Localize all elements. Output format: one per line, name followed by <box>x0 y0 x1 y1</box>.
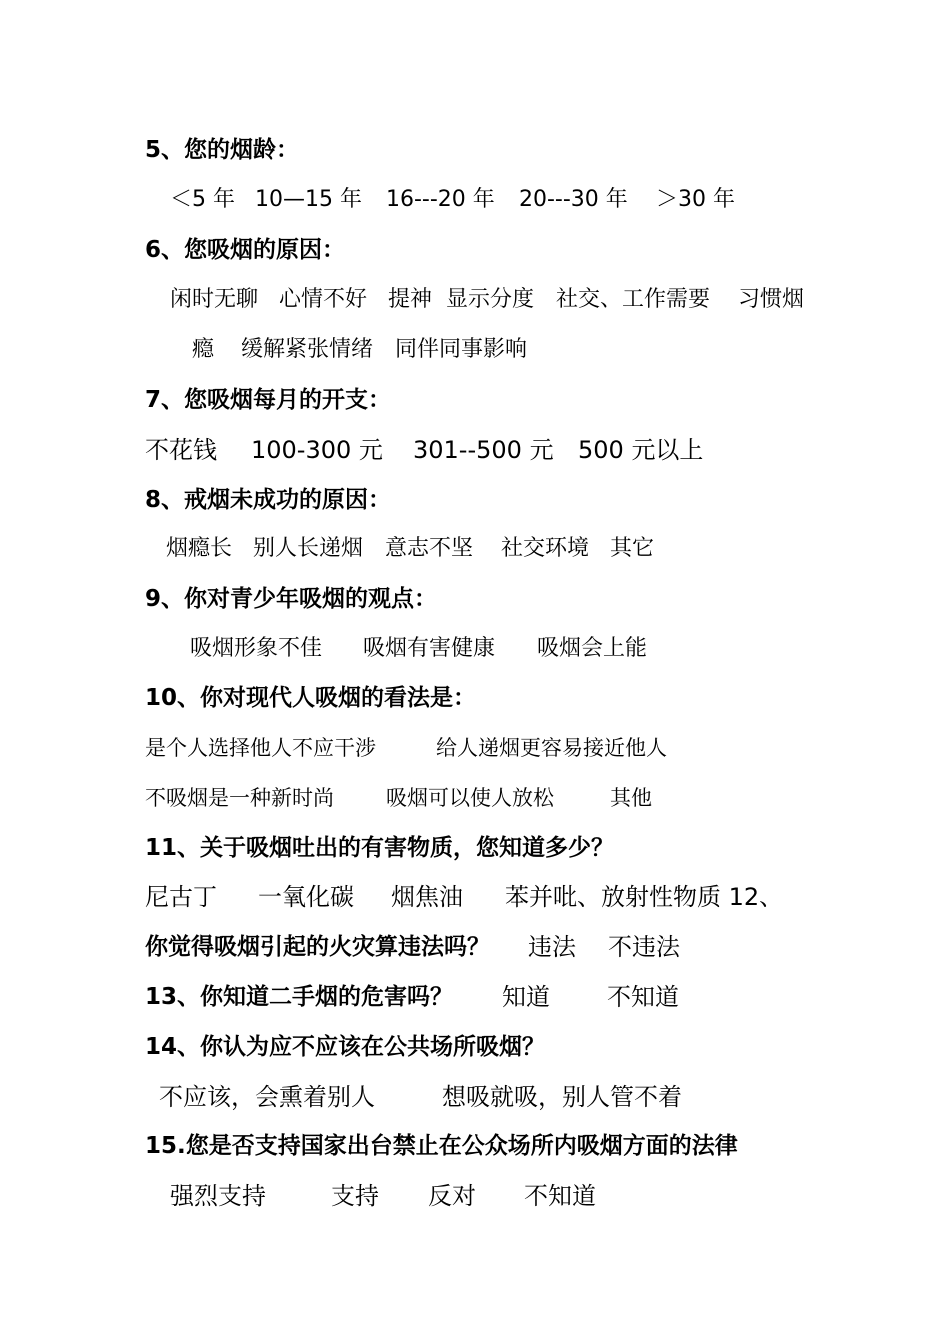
question-9-options <box>0 629 950 669</box>
question-6-title: 6、您吸烟的原因： <box>145 237 346 263</box>
q9-option-2: 吸烟有害健康 <box>363 636 496 661</box>
question-8-title: 8、戒烟未成功的原因： <box>145 487 392 513</box>
q10-option-2: 给人递烟更容易接近他人 <box>436 736 667 760</box>
q8-option-2: 别人长递烟 <box>253 536 364 561</box>
q7-option-3: 301--500 元 <box>413 436 554 464</box>
q11-option-1: 尼古丁 <box>145 883 217 911</box>
q6-option-6: 习惯烟 <box>738 287 805 312</box>
q6-option-5: 社交、工作需要 <box>556 287 711 312</box>
q8-option-1: 烟瘾长 <box>166 536 233 561</box>
question-6-options-row-1 <box>0 280 950 320</box>
question-12-title: 你觉得吸烟引起的火灾算违法吗？ <box>145 934 490 960</box>
q15-option-4: 不知道 <box>524 1182 596 1210</box>
question-7-options <box>0 430 950 470</box>
question-7-title: 7、您吸烟每月的开支： <box>145 387 392 413</box>
q5-option-2: 10—15 年 <box>255 187 362 212</box>
q5-option-5: ＞30 年 <box>656 187 735 212</box>
question-11-options <box>0 877 950 917</box>
q14-option-1: 不应该，会熏着别人 <box>159 1083 375 1111</box>
q6-option-4: 显示分度 <box>446 287 535 312</box>
q10-option-1: 是个人选择他人不应干涉 <box>145 736 376 760</box>
question-5-title: 5、您的烟龄： <box>145 137 300 163</box>
question-6-options-row-2 <box>0 330 950 370</box>
question-14-options <box>0 1077 950 1117</box>
question-13-row <box>0 977 950 1017</box>
q13-option-2: 不知道 <box>607 983 679 1011</box>
q7-option-1: 不花钱 <box>145 436 217 464</box>
q6-option-6-cont: 瘾 <box>192 337 215 362</box>
question-11-title: 11、关于吸烟吐出的有害物质，您知道多少？ <box>145 835 615 861</box>
question-8-options <box>0 529 950 569</box>
q6-option-8: 同伴同事影响 <box>395 337 528 362</box>
q6-option-7: 缓解紧张情绪 <box>241 337 374 362</box>
q11-option-4: 苯并吡、放射性物质 12、 <box>505 883 784 911</box>
q5-option-3: 16---20 年 <box>386 187 495 212</box>
question-13-title: 13、你知道二手烟的危害吗？ <box>145 984 454 1010</box>
q9-option-3: 吸烟会上能 <box>537 636 648 661</box>
q12-option-2: 不违法 <box>608 933 680 961</box>
q8-option-5: 其它 <box>610 536 655 561</box>
question-10-options-row-1 <box>0 728 950 768</box>
question-15-title: 15.您是否支持国家出台禁止在公众场所内吸烟方面的法律 <box>145 1133 738 1159</box>
q6-option-2: 心情不好 <box>279 287 368 312</box>
q5-option-1: ＜5 年 <box>170 187 235 212</box>
q14-option-2: 想吸就吸，别人管不着 <box>442 1083 682 1111</box>
q13-option-1: 知道 <box>502 983 550 1011</box>
q11-option-3: 烟焦油 <box>391 883 463 911</box>
q7-option-2: 100-300 元 <box>251 436 383 464</box>
q6-option-1: 闲时无聊 <box>170 287 259 312</box>
q15-option-3: 反对 <box>428 1182 476 1210</box>
q10-option-4: 吸烟可以使人放松 <box>386 786 554 810</box>
q12-option-1: 违法 <box>528 933 576 961</box>
question-15-options <box>0 1176 950 1216</box>
q11-option-2: 一氧化碳 <box>258 883 354 911</box>
q6-option-3: 提神 <box>388 287 433 312</box>
q8-option-3: 意志不坚 <box>385 536 474 561</box>
q7-option-4: 500 元以上 <box>578 436 704 464</box>
q15-option-2: 支持 <box>331 1182 379 1210</box>
question-10-options-row-2 <box>0 778 950 818</box>
question-5-options <box>0 180 950 220</box>
question-14-title: 14、你认为应不应该在公共场所吸烟？ <box>145 1034 546 1060</box>
q9-option-1: 吸烟形象不佳 <box>190 636 323 661</box>
q8-option-4: 社交环境 <box>501 536 590 561</box>
q5-option-4: 20---30 年 <box>519 187 628 212</box>
q15-option-1: 强烈支持 <box>170 1182 266 1210</box>
question-9-title: 9、你对青少年吸烟的观点： <box>145 586 438 612</box>
question-10-title: 10、你对现代人吸烟的看法是： <box>145 685 477 711</box>
question-12-row <box>0 927 950 967</box>
q10-option-3: 不吸烟是一种新时尚 <box>145 786 334 810</box>
q10-option-5: 其他 <box>610 786 652 810</box>
